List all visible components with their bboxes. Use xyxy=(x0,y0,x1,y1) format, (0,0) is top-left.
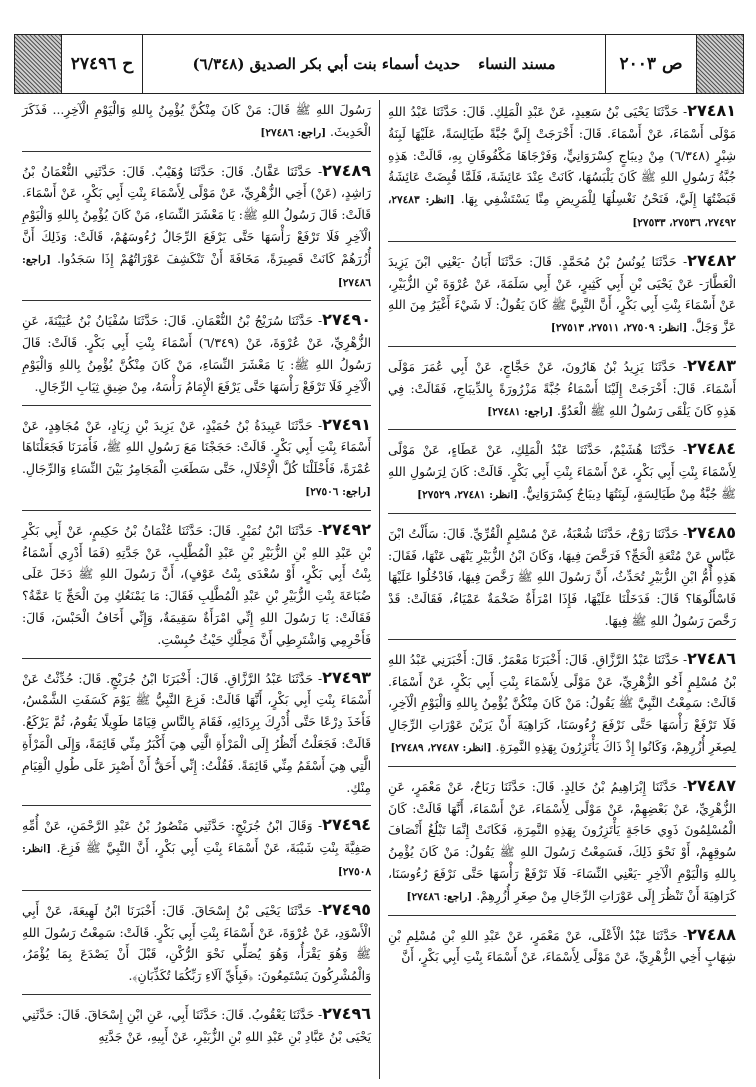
book-page xyxy=(14,34,744,1079)
hadith-entry xyxy=(388,522,736,633)
text-columns xyxy=(14,100,744,1079)
hadith-separator xyxy=(22,300,371,301)
cross-reference: [انظر: ٢٧٤٨٣، ٢٧٤٩٢، ٢٧٥٣٦، ٢٧٥٣٣] xyxy=(388,194,736,229)
page-header xyxy=(14,34,744,94)
hadith-entry xyxy=(22,100,371,145)
hadith-number: ٢٧٤٨٤ xyxy=(687,439,736,459)
hadith-number: ٢٧٤٩٥ xyxy=(322,899,371,919)
hadith-separator xyxy=(22,658,371,659)
hadith-separator xyxy=(388,639,736,640)
hadith-entry xyxy=(388,250,736,340)
hadith-separator xyxy=(388,241,736,242)
hadith-separator xyxy=(388,346,736,347)
hadith-number: ٢٧٤٨٩ xyxy=(322,160,371,180)
hadith-text: - حَدَّثَنَا يَزِيدُ بْنُ هَارُونَ، عَنْ حَجَّاجٍ، عَنْ أَبِي عُمَرَ مَوْلَى أَسْمَاءَ. قَالَ: أَخْرَجَتْ إِلَيْنَا أَسْمَاءُ جُبَّةً مَزْرُورَةً بِالدِّيبَاجِ، فَقَالَتْ: فِي هَذِهِ كَانَ يَلْقَى رَسُولُ اللهِ ﷺ الْعَدُوَّ. xyxy=(388,359,736,418)
ornament-left xyxy=(15,35,61,93)
right-column xyxy=(379,100,744,1079)
hadith-number: ٢٧٤٩٦ xyxy=(322,1003,371,1023)
hadith-separator xyxy=(388,915,736,916)
hadith-separator xyxy=(22,151,371,152)
hadith-entry xyxy=(22,414,371,504)
cross-reference: [راجع: ٢٧٤٨٦] xyxy=(406,890,473,903)
cross-reference: [انظر: ٢٧٤٨١، ٢٧٥٢٩] xyxy=(417,488,519,501)
cross-reference: [انظر: ٢٧٤٨٧، ٢٧٤٨٩] xyxy=(390,741,492,754)
hadith-number: ٢٧٤٨٣ xyxy=(687,355,736,375)
hadith-number: ٢٧٤٨٨ xyxy=(687,924,736,944)
hadith-text: - حَدَّثَنَا عَفَّانُ. قَالَ: حَدَّثَنَا وُهَيْبٌ. قَالَ: حَدَّثَنِي النُّعْمَانُ بْنُ رَاشِدٍ، (عَنْ) أَخِي الزُّهْرِيِّ، عَنْ مَوْلًى لِأَسْمَاءَ بِنْتِ أَبِي بَكْرٍ، عَنْ أَسْمَاءَ. قَالَتْ: قَالَ رَسُولُ اللهِ ﷺ: يَا مَعْشَرَ النِّسَاءِ، مَنْ كَانَ يُؤْمِنُ بِاللهِ وَالْيَوْمِ الْآخِرِ فَلَا تَرْفَعْ رَأْسَهَا حَتَّى يَرْفَعَ الرِّجَالُ رُءُوسَهُمْ، قَالَتْ: وَذَلِكَ أَنَّ أُزُرَهُمْ كَانَتْ قَصِيرَةً، مَخَافَةَ أَنْ تَنْكَشِفَ عَوْرَاتُهُمْ إِذَا سَجَدُوا. xyxy=(22,164,371,266)
cross-reference: [راجع: ٢٧٤٨٦] xyxy=(260,126,327,139)
hadith-separator xyxy=(22,994,371,995)
cross-reference: [انظر: ٢٧٥٠٨] xyxy=(22,843,371,878)
hadith-entry xyxy=(388,775,736,909)
header-titles xyxy=(143,35,605,93)
hadith-text: رَسُولَ اللهِ ﷺ قَالَ: مَنْ كَانَ مِنْكُنَّ يُؤْمِنُ بِاللهِ وَالْيَوْمِ الْآخِرِ... فَذَكَرَ الْحَدِيثَ. xyxy=(22,103,371,139)
hadith-number: ٢٧٤٩٢ xyxy=(322,519,371,539)
hadith-text: - حَدَّثَنَا يَحْيَى بْنُ سَعِيدٍ، عَنْ عَبْدِ الْمَلِكِ. قَالَ: حَدَّثَنَا عَبْدُ اللهِ مَوْلَى أَسْمَاءَ، عَنْ أَسْمَاءَ. قَالَ: أَخْرَجَتْ إِلَيَّ جُبَّةً طَيَالِسَةً، عَلَيْهَا لَبِنَةُ شِبْرٍ (٦/٣٤٨) مِنْ دِيبَاجٍ كِسْرَوَانِيٍّ، وَفَرْجَاهَا مَكْفُوفَانِ بِهِ، قَالَتْ: هَذِهِ جُبَّةُ رَسُولِ اللهِ ﷺ كَانَ يَلْبَسُهَا، كَانَتْ عِنْدَ عَائِشَةَ، فَلَمَّا قُبِضَتْ عَائِشَةُ قَبَضْتُهَا إِلَيَّ، فَنَحْنُ نَغْسِلُهَا لِلْمَرِيضِ مِنَّا يَسْتَشْفِي بِهَا. xyxy=(388,105,736,207)
hadith-text: - وَقَالَ ابْنُ جُرَيْجٍ: حَدَّثَنِي مَنْصُورُ بْنُ عَبْدِ الرَّحْمَنِ، عَنْ أُمِّهِ صَفِيَّةَ بِنْتِ شَيْبَةَ، عَنْ أَسْمَاءَ بِنْتِ أَبِي بَكْرٍ، أَنَّ النَّبِيَّ ﷺ فَزِعَ. xyxy=(22,819,371,856)
hadith-number: ٢٧٤٨٦ xyxy=(687,648,736,668)
hadith-number: ٢٧٤٨٥ xyxy=(687,522,736,542)
hadith-entry xyxy=(388,100,736,235)
chapter-title: حديث أسماء بنت أبي بكر الصديق (٦/٣٤٨) xyxy=(192,55,461,73)
left-column xyxy=(14,100,379,1079)
hadith-entry xyxy=(388,438,736,506)
hadith-separator xyxy=(388,429,736,430)
hadith-separator xyxy=(388,513,736,514)
hadith-text: - حَدَّثَنَا سُرَيْجُ بْنُ النُّعْمَانِ. قَالَ: حَدَّثَنَا سُفْيَانُ بْنُ عُيَيْنَةَ، عَنِ الزُّهْرِيِّ، عَنْ عُرْوَةَ، عَنْ (٦/٣٤٩) أَسْمَاءَ بِنْتِ أَبِي بَكْرٍ. قَالَتْ: قَالَ رَسُولُ اللهِ ﷺ: يَا مَعْشَرَ النِّسَاءِ، مَنْ كَانَ مِنْكُنَّ يُؤْمِنُ بِاللهِ وَالْيَوْمِ الْآخِرِ فَلَا تَرْفَعْ رَأْسَهَا حَتَّى يَرْفَعَ الْإِمَامُ رَأْسَهُ، مِنْ ضِيقِ ثِيَابِ الرِّجَالِ. xyxy=(22,314,371,394)
hadith-text: - حَدَّثَنَا يَعْقُوبُ. قَالَ: حَدَّثَنَا أَبِي، عَنِ ابْنِ إِسْحَاقَ. قَالَ: حَدَّثَنِي يَحْيَى بْنُ عَبَّادِ بْنِ عَبْدِ اللهِ بْنِ الزُّبَيْرِ، عَنْ أَبِيهِ، عَنْ جَدَّتِهِ xyxy=(21,1007,371,1044)
hadith-text: - حَدَّثَنَا إِبْرَاهِيمُ بْنُ خَالِدٍ. قَالَ: حَدَّثَنَا رَبَاحٌ، عَنْ مَعْمَرٍ، عَنِ الزُّهْرِيِّ، عَنْ بَعْضِهِمْ، عَنْ مَوْلًى لِأَسْمَاءَ، عَنْ أَسْمَاءَ، أَنَّهَا قَالَتْ: كَانَ الْمُسْلِمُونَ ذَوِي حَاجَةٍ يَأْتَزِرُونَ بِهَذِهِ النَّمِرَةِ، فَكَانَتْ إِنَّمَا تَبْلُغُ أَنْصَافَ سُوقِهِمْ، أَوْ نَحْوَ ذَلِكَ، فَسَمِعْتُ رَسُولَ اللهِ ﷺ يَقُولُ: مَنْ كَانَ يُؤْمِنُ بِاللهِ وَالْيَوْمِ الْآخِرِ -يَعْنِي النِّسَاءَ- فَلَا تَرْفَعْ رَأْسَهَا حَتَّى نَرْفَعَ رُءُوسَنَا، كَرَاهِيَةَ أَنْ تَنْظُرَ إِلَى عَوْرَاتِ الرِّجَالِ مِنْ صِغَرِ أُزُرِهِمْ. xyxy=(388,779,736,903)
hadith-number: ٢٧٤٩٤ xyxy=(322,815,371,835)
hadith-entry xyxy=(22,309,371,398)
hadith-text: - حَدَّثَنَا عَبْدُ الرَّزَّاقِ. قَالَ: أَخْبَرَنَا مَعْمَرٌ. قَالَ: أَخْبَرَنِي عَبْدُ اللهِ بْنُ مُسْلِمٍ أَخُو الزُّهْرِيِّ، عَنْ مَوْلًى لِأَسْمَاءَ بِنْتِ أَبِي بَكْرٍ، عَنْ أَسْمَاءَ. قَالَتْ: سَمِعْتُ النَّبِيَّ ﷺ يَقُولُ: مَنْ كَانَ مِنْكُنَّ يُؤْمِنُ بِاللهِ وَالْيَوْمِ الْآخِرِ، فَلَا تَرْفَعْ رَأْسَهَا حَتَّى نَرْفَعَ رُءُوسَنَا، كَرَاهِيَةَ أَنْ يَرَيْنَ عَوْرَاتِ الرِّجَالِ لِصِغَرِ أُزُرِهِمْ، وَكَانُوا إِذْ ذَاكَ يَأْتَزِرُونَ بِهَذِهِ النَّمِرَةِ. xyxy=(388,652,736,754)
hadith-entry xyxy=(22,519,371,652)
hadith-number: ٢٧٤٩١ xyxy=(322,414,371,434)
cross-reference: [راجع: ٢٧٤٨١] xyxy=(487,405,554,418)
hadith-text: - حَدَّثَنَا عَبِيدَةُ بْنُ حُمَيْدٍ، عَنْ يَزِيدَ بْنِ زِيَادٍ، عَنْ مُجَاهِدٍ، عَنْ أَسْمَاءَ بِنْتِ أَبِي بَكْرٍ. قَالَتْ: حَجَجْنَا مَعَ رَسُولِ اللهِ ﷺ، فَأَمَرَنَا فَجَعَلْنَاهَا عُمْرَةً، فَأَحْلَلْنَا كُلَّ الْإِحْلَالِ، حَتَّى سَطَعَتِ الْمَجَامِرُ بَيْنَ النِّسَاءِ وَالرِّجَالِ. xyxy=(22,418,371,477)
hadith-text: - حَدَّثَنَا عَبْدُ الرَّزَّاقِ. قَالَ: أَخْبَرَنَا ابْنُ جُرَيْجٍ. قَالَ: حُدِّثْتُ عَنْ أَسْمَاءَ بِنْتِ أَبِي بَكْرٍ، أَنَّهَا قَالَتْ: فَزِعَ النَّبِيُّ ﷺ يَوْمَ كَسَفَتِ الشَّمْسُ، فَأَخَذَ دِرْعًا حَتَّى أُدْرِكَ بِرِدَائِهِ، فَقَامَ بِالنَّاسِ قِيَامًا طَوِيلًا يَقُومُ، ثُمَّ يَرْكَعُ. قَالَتْ: فَجَعَلْتُ أَنْظُرُ إِلَى الْمَرْأَةِ الَّتِي هِيَ أَكْبَرُ مِنِّي قَائِمَةً، وَإِلَى الْمَرْأَةِ الَّتِي هِيَ أَسْقَمُ مِنِّي قَائِمَةً. فَقُلْتُ: إِنِّي أَحَقُّ أَنْ أَصْبِرَ عَلَى طُولِ الْقِيَامِ مِنْكِ. xyxy=(22,671,371,795)
hadith-text: - حَدَّثَنَا هُشَيْمٌ، حَدَّثَنَا عَبْدُ الْمَلِكِ، عَنْ عَطَاءٍ، عَنْ مَوْلًى لِأَسْمَاءَ بِنْتِ أَبِي بَكْرٍ، عَنْ أَسْمَاءَ بِنْتِ أَبِي بَكْرٍ. قَالَتْ: كَانَ لِرَسُولِ اللهِ ﷺ جُبَّةٌ مِنْ طَيَالِسَةٍ، لَبِنَتُهَا دِيبَاجٌ كِسْرَوَانِيٌّ. xyxy=(388,443,736,501)
hadith-separator xyxy=(388,766,736,767)
hadith-entry xyxy=(388,355,736,423)
hadith-number: ٢٧٤٨١ xyxy=(687,101,736,120)
hadith-number: ٢٧٤٩٣ xyxy=(322,667,371,687)
ornament-right xyxy=(697,35,743,93)
book-title: مسند النساء xyxy=(478,55,556,73)
hadith-number: ٢٧٤٨٢ xyxy=(687,250,736,270)
hadith-entry xyxy=(22,899,371,988)
hadith-entry xyxy=(388,924,736,970)
hadith-text: - حَدَّثَنَا رَوْحٌ، حَدَّثَنَا شُعْبَةُ، عَنْ مُسْلِمٍ الْقُرِّيِّ. قَالَ: سَأَلْتُ ابْنَ عَبَّاسٍ عَنْ مُتْعَةِ الْحَجِّ؟ فَرَخَّصَ فِيهَا، وَكَانَ ابْنُ الزُّبَيْرِ يَنْهَى عَنْهَا، فَقَالَ: هَذِهِ أُمُّ ابْنِ الزُّبَيْرِ تُحَدِّثُ، أَنَّ رَسُولَ اللهِ ﷺ رَخَّصَ فِيهَا، فَادْخُلُوا عَلَيْهَا فَاسْأَلُوهَا؟ قَالَ: فَدَخَلْنَا عَلَيْهَا، فَإِذَا امْرَأَةٌ ضَخْمَةٌ عَمْيَاءُ، فَقَالَتْ: قَدْ رَخَّصَ رَسُولُ اللهِ ﷺ فِيهَا. xyxy=(388,526,736,628)
hadith-range-label: ح ٢٧٤٩٦ xyxy=(61,35,143,93)
hadith-number: ٢٧٤٩٠ xyxy=(322,310,371,330)
page-number: ص ٢٠٠٣ xyxy=(605,35,697,93)
hadith-entry xyxy=(22,667,371,800)
hadith-text: - حَدَّثَنَا يَحْيَى بْنُ إِسْحَاقَ. قَالَ: أَخْبَرَنَا ابْنُ لَهِيعَةَ، عَنْ أَبِي الْأَسْوَدِ، عَنْ عُرْوَةَ، عَنْ أَسْمَاءَ بِنْتِ أَبِي بَكْرٍ. قَالَتْ: سَمِعْتُ رَسُولَ اللهِ ﷺ وَهُوَ يَقْرَأُ، وَهُوَ يُصَلِّي نَحْوَ الرُّكْنِ، قَبْلَ أَنْ يَصْدَعَ بِمَا يُؤْمَرُ، وَالْمُشْرِكُونَ يَسْتَمِعُونَ: ﴿فَبِأَيِّ آلَاءِ رَبِّكُمَا تُكَذِّبَانِ﴾. xyxy=(22,903,371,984)
hadith-text: - حَدَّثَنَا ابْنُ نُمَيْرٍ. قَالَ: حَدَّثَنَا عُثْمَانُ بْنُ حَكِيمٍ، عَنْ أَبِي بَكْرِ بْنِ عَبْدِ اللهِ بْنِ الزُّبَيْرِ بْنِ عَبْدِ الْمُطَّلِبِ، عَنْ جَدَّتِهِ (فَمَا أَدْرِي أَسْمَاءُ بِنْتُ أَبِي بَكْرٍ، أَوْ سُعْدَى بِنْتُ عَوْفٍ)، أَنَّ رَسُولَ اللهِ ﷺ دَخَلَ عَلَى ضُبَاعَةَ بِنْتِ الزُّبَيْرِ بْنِ عَبْدِ الْمُطَّلِبِ فَقَالَ: مَا يَمْنَعُكِ مِنَ الْحَجِّ يَا عَمَّةُ؟ فَقَالَتْ: يَا رَسُولَ اللهِ إِنِّي امْرَأَةٌ سَقِيمَةٌ، وَإِنِّي أَخَافُ الْحَبْسَ، قَالَ: فَأَحْرِمِي وَاشْتَرِطِي أَنَّ مَحِلَّكِ حَيْثُ حُبِسْتِ. xyxy=(22,523,371,647)
hadith-number: ٢٧٤٨٧ xyxy=(687,775,736,795)
cross-reference: [راجع: ٢٧٥٠٦] xyxy=(305,485,371,498)
hadith-separator xyxy=(22,510,371,511)
hadith-entry xyxy=(388,648,736,760)
hadith-separator xyxy=(22,890,371,891)
cross-reference: [انظر: ٢٧٥٠٩، ٢٧٥١١، ٢٧٥١٣] xyxy=(550,322,688,335)
hadith-separator xyxy=(22,405,371,406)
cross-reference: [راجع: ٢٧٤٨٦] xyxy=(22,253,371,289)
hadith-separator xyxy=(22,805,371,806)
hadith-text: - حَدَّثَنَا عَبْدُ الْأَعْلَى، عَنْ مَعْمَرٍ، عَنْ عَبْدِ اللهِ بْنِ مُسْلِمِ بْنِ شِهَابٍ أَخِي الزُّهْرِيِّ، عَنْ مَوْلًى لِأَسْمَاءَ، عَنْ أَسْمَاءَ بِنْتِ أَبِي بَكْرٍ، أَنَّ xyxy=(388,928,736,965)
hadith-entry xyxy=(22,814,371,883)
hadith-entry xyxy=(22,1003,371,1049)
hadith-entry xyxy=(22,160,371,295)
hadith-text: - حَدَّثَنَا يُونُسُ بْنُ مُحَمَّدٍ. قَالَ: حَدَّثَنَا أَبَانُ -يَعْنِي ابْنَ يَزِيدَ الْعَطَّارَ- عَنْ يَحْيَى بْنِ أَبِي كَثِيرٍ، عَنْ أَبِي سَلَمَةَ، عَنْ عُرْوَةَ بْنِ الزُّبَيْرِ، عَنْ أَسْمَاءَ بِنْتِ أَبِي بَكْرٍ، أَنَّ النَّبِيَّ ﷺ كَانَ يَقُولُ: لَا شَيْءَ أَغْيَرُ مِنَ اللهِ عَزَّ وَجَلَّ. xyxy=(388,254,736,335)
